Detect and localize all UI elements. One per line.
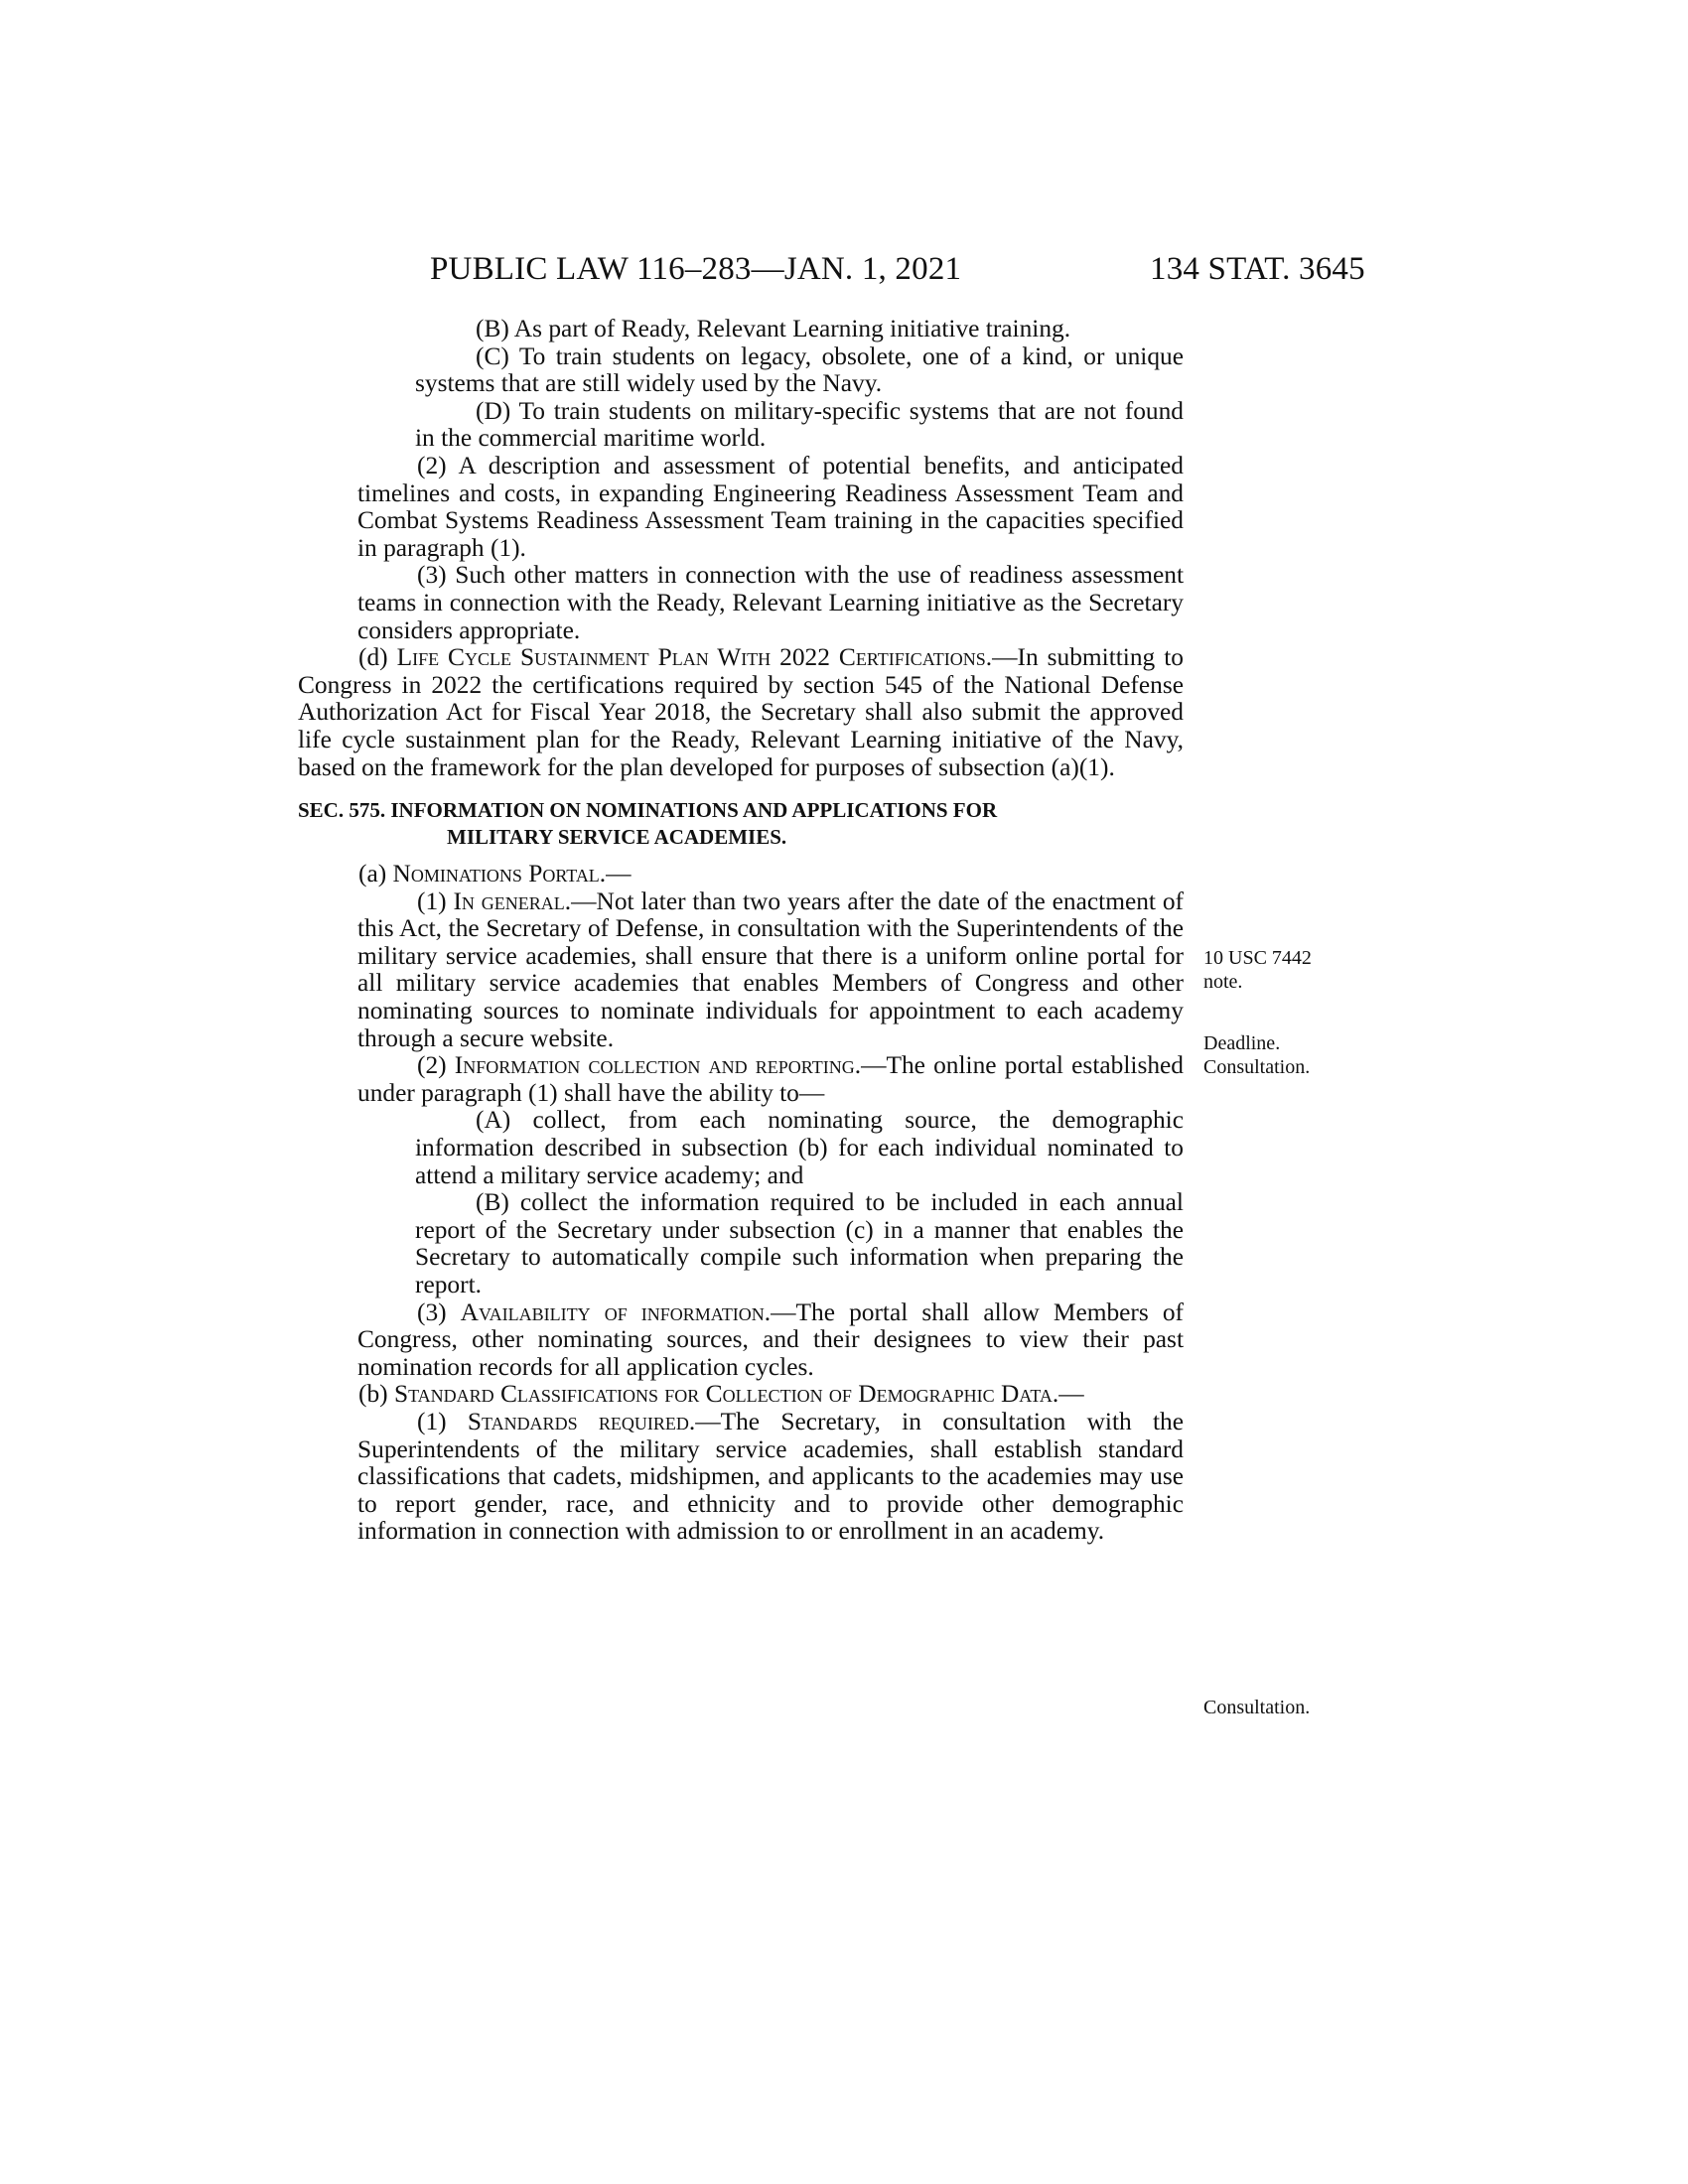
margin-note-deadline: Deadline. xyxy=(1203,1032,1281,1054)
paragraph-b-1-caption: Standards required. xyxy=(467,1407,696,1435)
paragraph-c-1-b: (B) As part of Ready, Relevant Learning initiative training. xyxy=(476,315,1071,342)
margin-note-consultation-2 xyxy=(1203,1696,1310,1719)
paragraph-a-1-body: —Not later than two years after the date of the enactment of this Act, the Secretary of Defense, in consultation with the Superintendents of the military service academies, shall ensure that there is a uniform online portal for all military service academies that enables Members of Congress and other nominating sources to nominate individuals for appointment to each academy through a secure website. xyxy=(357,887,1184,1052)
section-heading-line1: SEC. 575. INFORMATION ON NOMINATIONS AND APPLICATIONS FOR xyxy=(298,798,998,823)
subsection-d-caption: Life Cycle Sustainment Plan With 2022 Certifications. xyxy=(396,643,993,672)
subsection-a-caption: Nominations Portal. xyxy=(392,860,607,888)
paragraph-a-3 xyxy=(298,1299,1184,1382)
section-heading-line2: MILITARY SERVICE ACADEMIES. xyxy=(447,825,787,850)
body-text xyxy=(298,316,1184,1546)
subsection-a-label: (a) xyxy=(358,860,393,888)
subsection-b xyxy=(298,1381,1184,1409)
paragraph-a-1-caption: In general. xyxy=(453,887,572,915)
subsection-a-dash: — xyxy=(606,860,632,888)
subsection-d-label: (d) xyxy=(358,643,397,672)
paragraph-c-3: (3) Such other matters in connection with the use of readiness assessment teams in connection with the Ready, Relevant Learning initiative as the Secretary considers appropriate. xyxy=(357,561,1184,644)
paragraph-b-1-body: —The Secretary, in consultation with the Superintendents of the military service academies, shall establish standard classifications that cadets, midshipmen, and applicants to the academies may use to report gender, race, and ethnicity and to provide other demographic information in connection with admission to or enrollment in an academy. xyxy=(357,1407,1185,1546)
subsection-b-caption: Standard Classifications for Collection of Demographic Data. xyxy=(393,1380,1059,1409)
margin-note-usc-line1: 10 USC 7442 xyxy=(1203,947,1312,969)
paragraph-a-2-b: (B) collect the information required to be included in each annual report of the Secretary under subsection (c) in a manner that enables the Secretary to automatically compile such information when preparing the report. xyxy=(415,1188,1184,1298)
paragraph-b-1-label: (1) xyxy=(417,1407,468,1435)
paragraph-c-2: (2) A description and assessment of potential benefits, and anticipated timelines and costs, in expanding Engineering Readiness Assessment Team and Combat Systems Readiness Assessment Team training in the capacities specified in paragraph (1). xyxy=(357,451,1184,562)
margin-note-usc-line2: note. xyxy=(1203,971,1243,993)
margin-note-consultation: Consultation. xyxy=(1203,1056,1311,1078)
paragraph-a-2-a: (A) collect, from each nominating source, the demographic information described in subsection (b) for each individual nominated to attend a military service academy; and xyxy=(415,1106,1184,1189)
paragraph-c-1-c: (C) To train students on legacy, obsolete, one of a kind, or unique systems that are still widely used by the Navy. xyxy=(415,341,1184,398)
margin-note-deadline-consultation xyxy=(1203,1031,1310,1079)
running-header-stat: 134 STAT. 3645 xyxy=(1150,251,1365,287)
margin-note-consultation-2-text: Consultation. xyxy=(1203,1697,1311,1718)
paragraph-a-3-body: —The portal shall allow Members of Congress, other nominating sources, and their designees to view their past nomination records for all application cycles. xyxy=(357,1297,1184,1381)
paragraph-a-3-caption: Availability of information. xyxy=(460,1297,772,1326)
running-header-law: PUBLIC LAW 116–283—JAN. 1, 2021 xyxy=(430,251,962,287)
paragraph-a-3-label: (3) xyxy=(417,1297,461,1326)
paragraph-a-1-label: (1) xyxy=(417,887,454,915)
subsection-b-label: (b) xyxy=(358,1380,394,1409)
margin-note-usc xyxy=(1203,946,1312,994)
paragraph-a-2-caption: Information collection and reporting. xyxy=(454,1051,862,1080)
paragraph-a-1 xyxy=(298,888,1184,1053)
paragraph-a-2 xyxy=(298,1052,1184,1107)
section-heading xyxy=(298,797,1184,851)
subsection-d-body: —In submitting to Congress in 2022 the certifications required by section 545 of the National Defense Authorization Act for Fiscal Year 2018, the Secretary shall also submit the approved life cycle sustainment plan for the Ready, Relevant Learning initiative of the Navy, based on the framework for the plan developed for purposes of subsection (a)(1). xyxy=(298,643,1184,781)
paragraph-a-2-label: (2) xyxy=(417,1051,455,1080)
paragraph-b-1 xyxy=(298,1409,1184,1546)
subsection-b-dash: — xyxy=(1058,1380,1084,1409)
paragraph-a-2-body: —The online portal established under paragraph (1) shall have the ability to— xyxy=(357,1051,1184,1107)
paragraph-c-1-d: (D) To train students on military-specific systems that are not found in the commercial maritime world. xyxy=(415,396,1184,453)
subsection-d xyxy=(298,644,1184,781)
subsection-a xyxy=(298,861,1184,888)
